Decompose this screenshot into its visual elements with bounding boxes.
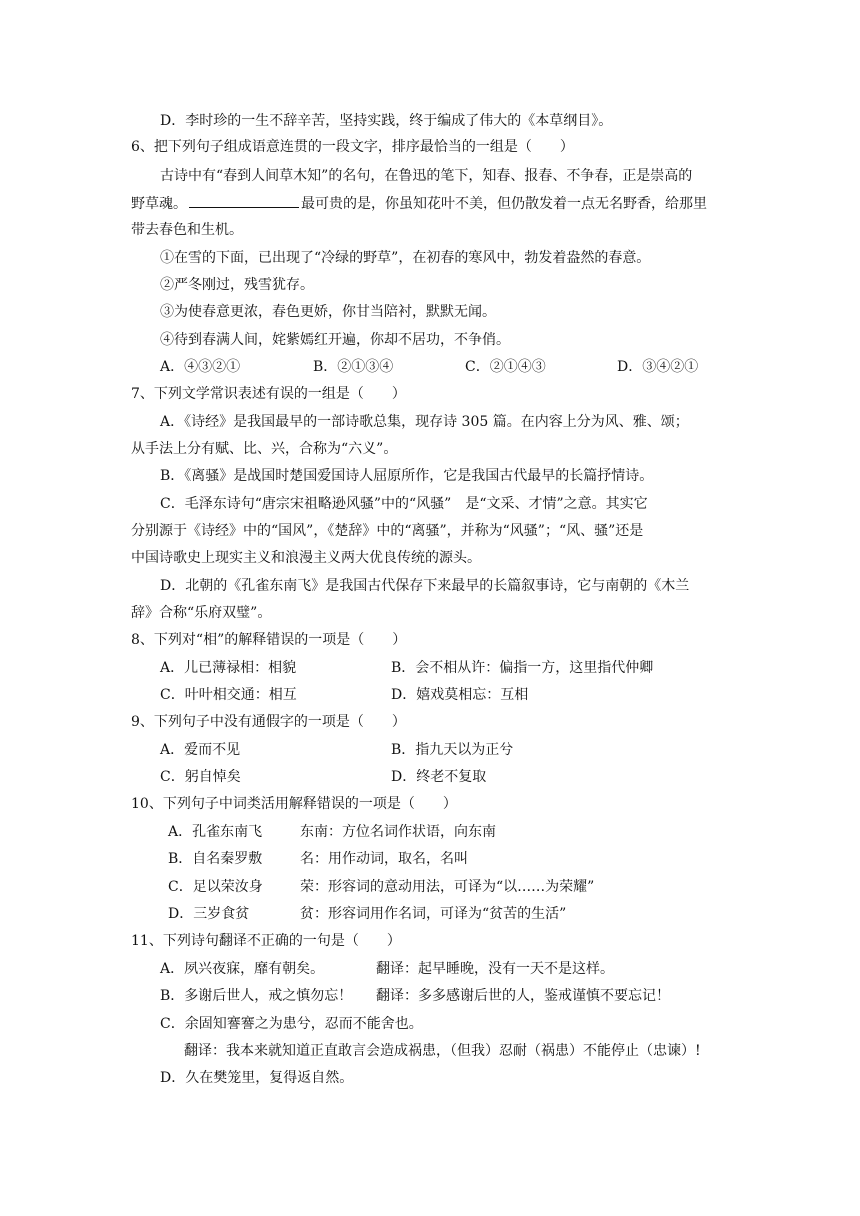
q7-option-c-line-3: 中国诗歌史上现实主义和浪漫主义两大优良传统的源头。 (131, 550, 481, 566)
q11-option-b-translation: 翻译：多多感谢后世的人，鉴戒谨慎不要忘记！ (376, 988, 670, 1004)
q6-sentence-2: ②严冬刚过，残雪犹存。 (160, 277, 314, 293)
q8-option-b: B．会不相从许：偏指一方，这里指代仲卿 (391, 660, 654, 676)
q6-sentence-3: ③为使春意更浓，春色更娇，你甘当陪衬，默默无闻。 (160, 304, 496, 320)
q6-option-d: D．③④②① (617, 359, 699, 375)
q10-option-b: B．自名秦罗敷 (168, 851, 263, 867)
fill-blank (189, 193, 299, 208)
q7-option-c-line-1: C．毛泽东诗句“唐宗宋祖略逊风骚”中的“风骚” 是“文采、才情”之意。其实它 (160, 496, 648, 512)
q7-option-c-line-2: 分别源于《诗经》中的“国风”，《楚辞》中的“离骚”，并称为“风骚”；“风、骚”还是 (131, 523, 644, 539)
option-d-line: D．李时珍的一生不辞辛苦，坚持实践，终于编成了伟大的《本草纲目》。 (160, 113, 613, 129)
q8-option-a: A．儿已薄禄相：相貌 (160, 660, 297, 676)
q9-option-a: A．爱而不见 (160, 742, 241, 758)
q11-option-c-translation: 翻译：我本来就知道正直敢言会造成祸患，（但我）忍耐（祸患）不能停止（忠谏）! (184, 1043, 701, 1059)
q11-option-a: A．夙兴夜寐，靡有朝矣。 (160, 961, 325, 977)
q7-option-d-line-2: 辞》合称“乐府双璧”。 (131, 605, 272, 621)
q6-text-a: 野草魂。 (131, 196, 187, 212)
question-7: 7、下列文学常识表述有误的一组是（ ） (131, 386, 406, 402)
q6-option-b: B．②①③④ (313, 359, 394, 375)
q7-option-d-line-1: D．北朝的《孔雀东南飞》是我国古代保存下来最早的长篇叙事诗，它与南朝的《木兰 (160, 578, 690, 594)
q7-option-a-line-2: 从手法上分有赋、比、兴，合称为“六义”。 (131, 441, 398, 457)
q7-option-b: B．《离骚》是战国时楚国爱国诗人屈原所作，它是我国古代最早的长篇抒情诗。 (160, 468, 654, 484)
q9-option-b: B．指九天以为正兮 (391, 742, 514, 758)
q10-option-d: D．三岁食贫 (168, 906, 250, 922)
q6-paragraph-line-2 (131, 193, 707, 214)
q11-option-b: B．多谢后世人，戒之慎勿忘！ (160, 988, 353, 1004)
q6-paragraph-line-1: 古诗中有“春到人间草木知”的名句，在鲁迅的笔下，知春、报春、不争春，正是崇高的 (160, 168, 693, 184)
question-10: 10、下列句子中词类活用解释错误的一项是（ ） (131, 796, 457, 812)
q11-option-d: D．久在樊笼里，复得返自然。 (160, 1070, 354, 1086)
q7-option-a-line-1: A．《诗经》是我国最早的一部诗歌总集，现存诗 305 篇。在内容上分为风、雅、颂； (160, 414, 689, 430)
q10-option-c-explanation: 荣：形容词的意动用法，可译为“以……为荣耀” (300, 879, 595, 895)
q6-sentence-4: ④待到春满人间，姹紫嫣红开遍，你却不居功，不争俏。 (160, 332, 510, 348)
q8-option-c: C．叶叶相交通：相互 (160, 687, 297, 703)
q10-option-d-explanation: 贫：形容词用作名词，可译为“贫苦的生活” (300, 906, 567, 922)
q6-option-c: C．②①④③ (465, 359, 546, 375)
q10-option-c: C．足以荣汝身 (168, 879, 263, 895)
question-11: 11、下列诗句翻译不正确的一句是（ ） (131, 933, 401, 949)
q8-option-d: D．嬉戏莫相忘：互相 (391, 687, 529, 703)
q10-option-a-explanation: 东南：方位名词作状语，向东南 (300, 824, 496, 840)
q6-sentence-1: ①在雪的下面，已出现了“冷绿的野草”，在初春的寒风中，勃发着盎然的春意。 (160, 250, 651, 266)
q6-option-a: A．④③②① (160, 359, 241, 375)
q9-option-c: C．躬自悼矣 (160, 769, 241, 785)
q6-text-b: 最可贵的是，你虽知花叶不美，但仍散发着一点无名野香，给那里 (301, 196, 707, 212)
q10-option-a: A．孔雀东南飞 (168, 824, 263, 840)
q9-option-d: D．终老不复取 (391, 769, 487, 785)
question-8: 8、下列对“相”的解释错误的一项是（ ） (131, 632, 407, 648)
question-6: 6、把下列句子组成语意连贯的一段文字，排序最恰当的一组是（ ） (131, 139, 574, 155)
q11-option-a-translation: 翻译：起早睡晚，没有一天不是这样。 (376, 961, 614, 977)
q10-option-b-explanation: 名：用作动词，取名，名叫 (300, 851, 468, 867)
question-9: 9、下列句子中没有通假字的一项是（ ） (131, 714, 406, 730)
q6-paragraph-line-3: 带去春色和生机。 (131, 222, 243, 238)
q11-option-c: C．余固知謇謇之为患兮，忍而不能舍也。 (160, 1016, 423, 1032)
